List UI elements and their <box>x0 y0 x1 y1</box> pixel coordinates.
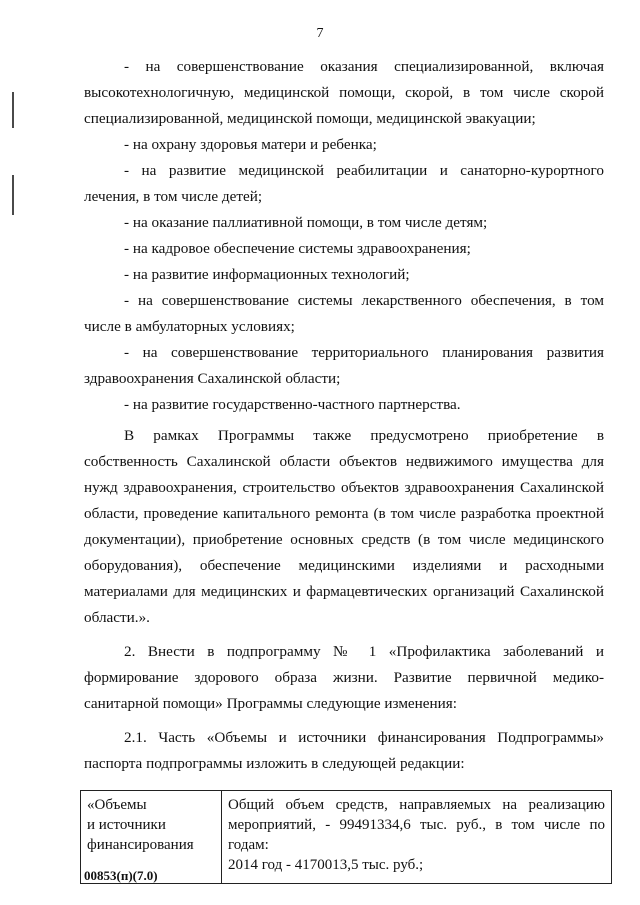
item-2-paragraph: 2. Внести в подпрограмму № 1 «Профилактика заболеваний и формирование здорового образа жизни. Развитие первичной медико-санитарной помощи» Программы следующие изменения: <box>84 643 604 712</box>
binding-mark <box>12 175 14 215</box>
funding-total-text: Общий объем средств, направляемых на реализацию мероприятий, - 99491334,6 тыс. руб., в том числе по годам: <box>228 797 605 853</box>
binding-mark <box>12 92 14 128</box>
funding-table <box>80 790 612 884</box>
document-code: 00853(п)(7.0) <box>84 868 158 883</box>
list-item: - на совершенствование оказания специализированной, включая высокотехнологичную, медицинской помощи, скорой, в том числе скорой специализированной, медицинской помощи, медицинской эвакуации; <box>84 58 604 127</box>
funding-year-text: 2014 год - 4170013,5 тыс. руб.; <box>228 857 424 873</box>
table-row <box>81 791 612 884</box>
list-item: - на охрану здоровья матери и ребенка; <box>124 136 377 153</box>
funding-label-line: и источники <box>87 817 166 833</box>
funding-label-line: финансирования <box>87 837 194 853</box>
page-number: 7 <box>316 26 324 41</box>
list-item: - на совершенствование территориального планирования развития здравоохранения Сахалинской области; <box>84 344 604 387</box>
item-2-1-paragraph: 2.1. Часть «Объемы и источники финансирования Подпрограммы» паспорта подпрограммы изложить в следующей редакции: <box>84 729 604 772</box>
list-item: - на развитие медицинской реабилитации и санаторно-курортного лечения, в том числе детей; <box>84 162 604 205</box>
program-paragraph: В рамках Программы также предусмотрено приобретение в собственность Сахалинской области объектов недвижимого имущества для нужд здравоохранения, строительство объектов здравоохранения Сахалинской области, проведение капитального ремонта (в том числе разработка проектной документации), приобретение основных средств (в том числе медицинского оборудования), обеспечение медицинскими изделиями и расходными материалами для медицинских и фармацевтических организаций Сахалинской области.». <box>84 427 604 626</box>
list-item: - на совершенствование системы лекарственного обеспечения, в том числе в амбулаторных условиях; <box>84 292 604 335</box>
list-item: - на развитие информационных технологий; <box>124 266 410 283</box>
document-body <box>84 54 604 777</box>
funding-value-cell <box>222 791 612 884</box>
list-item: - на оказание паллиативной помощи, в том числе детям; <box>124 214 488 231</box>
funding-label-line: «Объемы <box>87 797 147 813</box>
list-item: - на развитие государственно-частного партнерства. <box>124 396 461 413</box>
list-item: - на кадровое обеспечение системы здравоохранения; <box>124 240 471 257</box>
